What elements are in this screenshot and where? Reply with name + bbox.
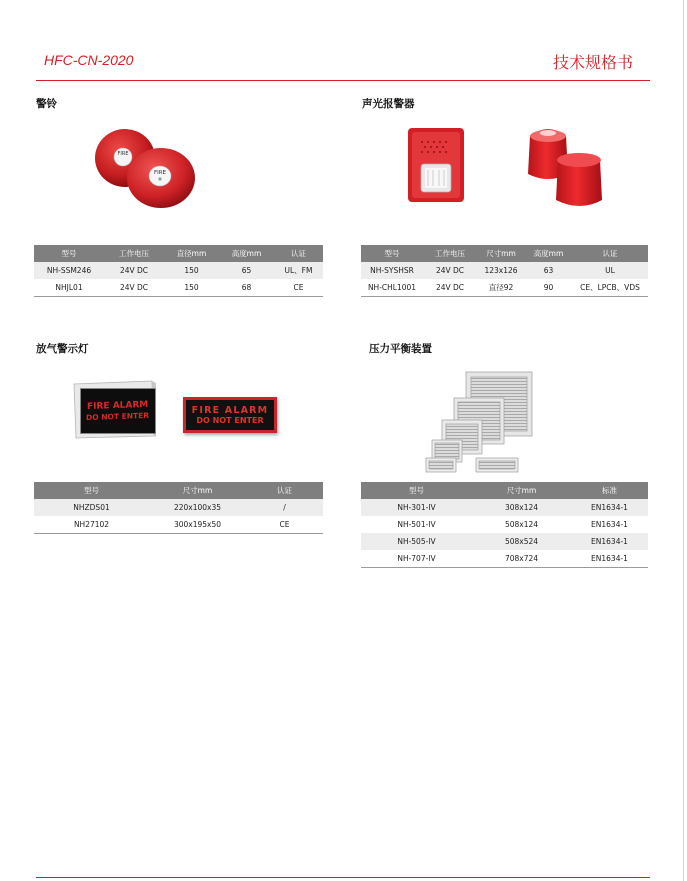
table-cell: EN1634-1 <box>571 533 648 550</box>
table-row <box>34 499 323 516</box>
bell-spec-table <box>34 245 323 297</box>
pressure-spec-table <box>361 482 648 568</box>
table-cell: UL、FM <box>274 262 323 279</box>
table-cell: NH-707-IV <box>361 550 472 568</box>
table-cell: 708x724 <box>472 550 571 568</box>
table-cell: / <box>246 499 323 516</box>
sounder-spec-table <box>361 245 648 297</box>
document-id: HFC-CN-2020 <box>44 52 134 68</box>
column-header: 工作电压 <box>423 245 477 262</box>
strobe-sounder-image <box>406 126 466 204</box>
column-header: 高度mm <box>525 245 572 262</box>
page-edge <box>683 0 684 881</box>
table-cell: 24V DC <box>104 262 164 279</box>
warning-sign-front-image <box>183 397 277 433</box>
table-cell: NH-SSM246 <box>34 262 104 279</box>
table-cell: NH-CHL1001 <box>361 279 423 297</box>
column-header: 尺寸mm <box>149 482 246 499</box>
table-cell: 220x100x35 <box>149 499 246 516</box>
table-cell: NH-501-IV <box>361 516 472 533</box>
column-header: 型号 <box>34 245 104 262</box>
bell-label-back: FIRE <box>117 151 129 157</box>
table-row <box>361 499 648 516</box>
sign-text-line2: DO NOT ENTER <box>86 410 150 423</box>
table-header-row <box>361 245 648 262</box>
table-cell: NH27102 <box>34 516 149 534</box>
table-row <box>34 516 323 534</box>
column-header: 标准 <box>571 482 648 499</box>
table-cell: 24V DC <box>104 279 164 297</box>
section-title-gas-lamp: 放气警示灯 <box>36 343 89 355</box>
table-row <box>361 550 648 568</box>
sign-text-line1: FIRE ALARM <box>87 399 149 413</box>
sign-text-line2: DO NOT ENTER <box>196 415 264 425</box>
table-cell: NHZDS01 <box>34 499 149 516</box>
table-cell: CE <box>246 516 323 534</box>
table-cell: EN1634-1 <box>571 516 648 533</box>
header-divider <box>36 80 650 81</box>
table-cell: CE、LPCB、VDS <box>572 279 648 297</box>
section-title-bell: 警铃 <box>36 98 57 110</box>
table-cell: 123x126 <box>477 262 525 279</box>
column-header: 工作电压 <box>104 245 164 262</box>
table-header-row <box>34 245 323 262</box>
warning-sign-angled-image <box>72 380 156 440</box>
column-header: 认证 <box>246 482 323 499</box>
fire-bell-image <box>92 124 202 210</box>
table-cell: 63 <box>525 262 572 279</box>
table-row <box>361 262 648 279</box>
table-cell: 308x124 <box>472 499 571 516</box>
beacon-sounder-image <box>520 124 606 214</box>
column-header: 认证 <box>572 245 648 262</box>
sign-text-line1: FIRE ALARM <box>191 404 269 416</box>
table-row <box>361 279 648 297</box>
column-header: 尺寸mm <box>472 482 571 499</box>
table-cell: 150 <box>164 262 219 279</box>
table-cell: 508x524 <box>472 533 571 550</box>
table-header-row <box>361 482 648 499</box>
section-title-pressure: 压力平衡装置 <box>369 343 432 355</box>
table-cell: UL <box>572 262 648 279</box>
table-cell: EN1634-1 <box>571 499 648 516</box>
table-cell: NH-301-IV <box>361 499 472 516</box>
table-cell: 68 <box>219 279 274 297</box>
table-cell: 65 <box>219 262 274 279</box>
table-cell: 150 <box>164 279 219 297</box>
table-row <box>34 279 323 297</box>
bell-label-front: FIRE <box>153 170 167 176</box>
table-row <box>34 262 323 279</box>
column-header: 型号 <box>34 482 149 499</box>
table-cell: 90 <box>525 279 572 297</box>
footer-divider <box>36 877 650 878</box>
column-header: 直径mm <box>164 245 219 262</box>
table-cell: 24V DC <box>423 279 477 297</box>
table-cell: NH-SYSHSR <box>361 262 423 279</box>
column-header: 认证 <box>274 245 323 262</box>
table-cell: NHJL01 <box>34 279 104 297</box>
table-cell: 300x195x50 <box>149 516 246 534</box>
document-type-title: 技术规格书 <box>552 53 633 72</box>
table-cell: CE <box>274 279 323 297</box>
table-row <box>361 516 648 533</box>
table-row <box>361 533 648 550</box>
pressure-relief-vents-image <box>424 370 536 478</box>
warning-sign-angled-face <box>80 388 156 434</box>
column-header: 尺寸mm <box>477 245 525 262</box>
table-cell: 24V DC <box>423 262 477 279</box>
table-cell: EN1634-1 <box>571 550 648 568</box>
gas-lamp-spec-table <box>34 482 323 534</box>
column-header: 高度mm <box>219 245 274 262</box>
column-header: 型号 <box>361 482 472 499</box>
table-cell: NH-505-IV <box>361 533 472 550</box>
section-title-sounder: 声光报警器 <box>362 98 415 110</box>
table-cell: 508x124 <box>472 516 571 533</box>
table-cell: 直径92 <box>477 279 525 297</box>
column-header: 型号 <box>361 245 423 262</box>
table-header-row <box>34 482 323 499</box>
